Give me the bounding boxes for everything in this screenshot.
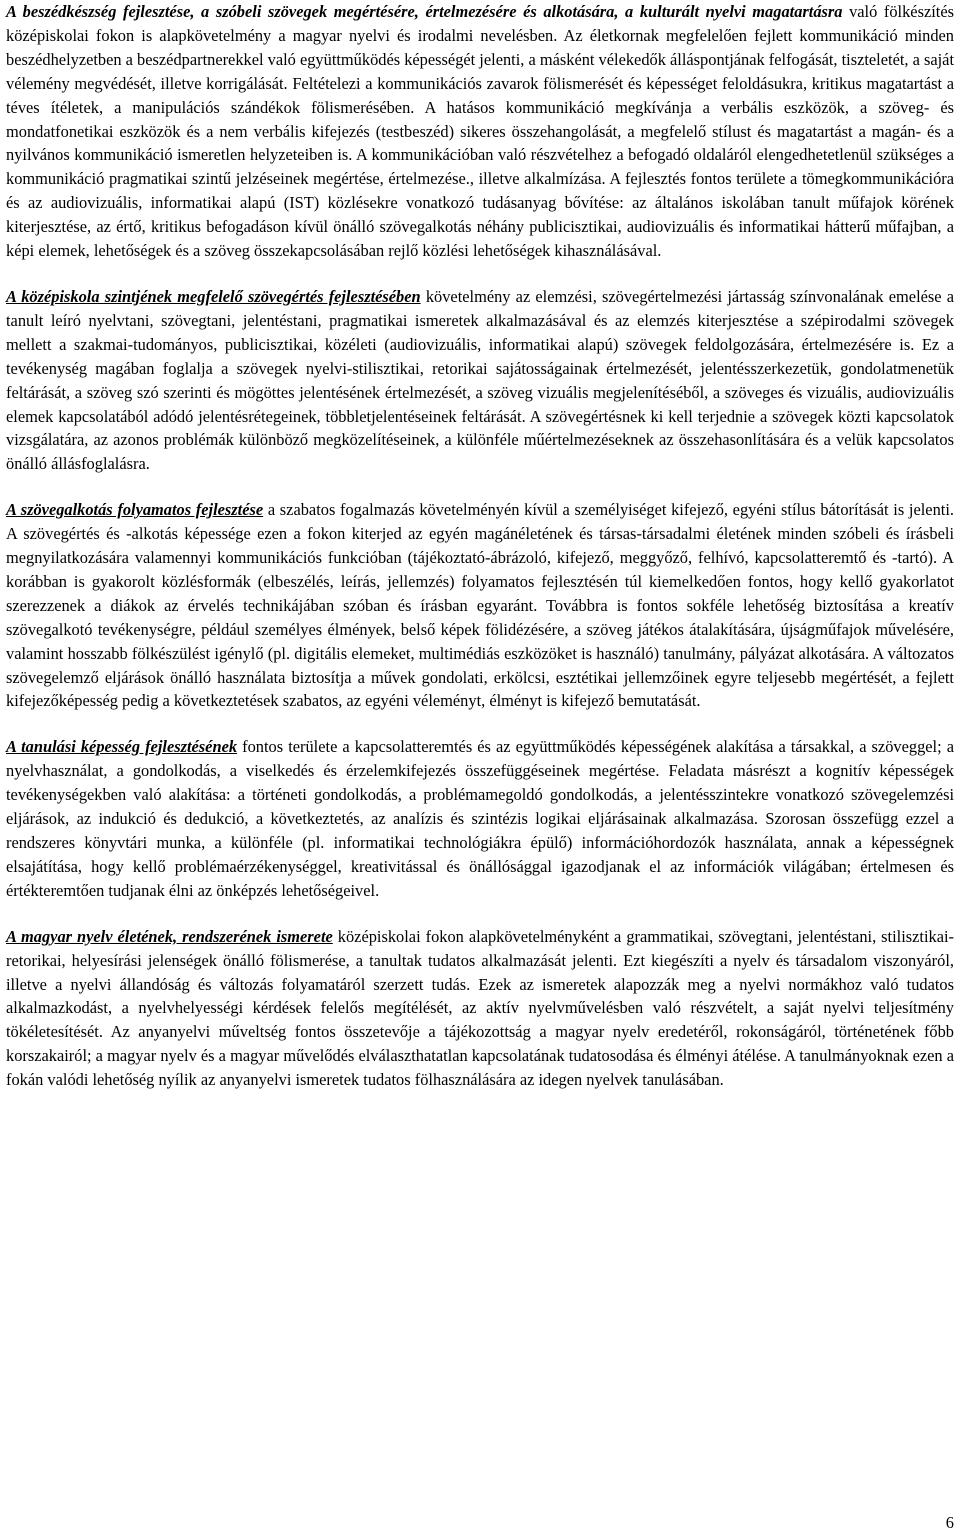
paragraph-body: a szabatos fogalmazás követelményén kívül a személyiséget kifejező, egyéni stílus bátorítását is jelenti. A szövegértés és -alkotás képessége ezen a fokon kiterjed az egyén magánéletének és társas-társadalmi életének minden szóbeli és írásbeli megnyilatkozására valamennyi kommunikációs funkcióban (tájékoztató-ábrázoló, kifejező, meggyőző, felhívó, kapcsolatteremtő és -tartó). A korábban is gyakorolt közlésformák (elbeszélés, leírás, jellemzés) folyamatos fejlesztésén túl kiemelkedően fontos, hogy kellő gyakorlatot szerezzenek a diákok az érvelés technikájában szóban és írásban egyaránt. Továbbra is fontos sokféle lehetőség biztosítása a kreatív szövegalkotó tevékenységre, például személyes élmények, belső képek fölidézésére, a szöveg játékos átalakítására, újságműfajok művelésére, valamint hosszabb fölkészülést igénylő (pl. digitális elemeket, multimédiás eszközöket is használó) tanulmány, pályázat alkotására. A változatos szövegelemző eljárások önálló használata biztosítja a művek gondolati, erkölcsi, esztétikai jellemzőinek egyre teljesebb megértését, a fejlett kifejezőképesség pedig a következtetések szabatos, az egyéni véleményt, élményt is kifejező bemutatását.	[6, 500, 954, 711]
paragraph-body: fontos területe a kapcsolatteremtés és az együttműködés képességének alakítása a társakkal, a szöveggel; a nyelvhasználat, a gondolkodás, a viselkedés és érzelemkifejezés összefüggéseinek megértése. Feladata másrészt a kognitív képességek tevékenységekben való alakítása: a történeti gondolkodás, a problémamegoldó gondolkodás, a jelentésszintekre vonatkozó szövegelemzési eljárások, az indukció és dedukció, a következtetés, az analízis és szintézis logikai eljárásainak alkalmazása. Szorosan összefügg ezzel a rendszeres könyvtári munka, a különféle (pl. informatikai technológiákra épülő) információhordozók használata, annak a képességnek elsajátítása, hogy kellő problémaérzékenységgel, kreativitással és önállósággal igazodjanak el az információk világában; értelmesen és értékteremtően tudjanak élni az önképzés lehetőségeivel.	[6, 737, 955, 900]
paragraph-lead: A középiskola szintjének megfelelő szövegértés fejlesztésében	[6, 286, 421, 306]
paragraph-body: követelmény az elemzési, szövegértelmezési jártasság színvonalának emelése a tanult leíró nyelvtani, szövegtani, jelentéstani, pragmatikai ismeretek alkalmazásával és az elemzés kiterjesztése a szépirodalmi szövegek mellett a szakmai-tudományos, publicisztikai, közéleti (audiovizuális, informatikai alapú) szövegek feldolgozására, értelmezésére is. Ez a tevékenység magában foglalja a szövegek nyelvi-stilisztikai, retorikai sajátosságainak értelmezését, jelentésszerkezetük, gondolatmenetük feltárását, a szöveg szó szerinti és mögöttes jelentésének értelmezését, a szöveg vizuális megjelenítéséből, a szöveges és vizuális, audiovizuális elemek kapcsolatából adódó jelentésrétegeinek, többletjelentéseinek feltárását. A szövegértésnek ki kell terjednie a szövegek közti kapcsolatok vizsgálatára, az azonos problémák különböző megközelítéseinek, a különféle műértelmezéseknek az összehasonlítására és a velük kapcsolatos önálló állásfoglalásra.	[6, 286, 954, 474]
paragraph-szovegalkotas	[6, 498, 954, 713]
paragraph-body: való fölkészítés középiskolai fokon is alapkövetelmény a magyar nyelvi és irodalmi nevelésben. Az életkornak megfelelően fejlett kommunikáció minden beszédhelyzetben a beszédpartnerekkel való együttműködés képességét jelenti, a másként vélekedők álláspontjának felfogását, tiszteletét, a saját vélemény megvédését, illetve korrigálását. Feltételezi a kommunikációs zavarok fölismerését és képességet feloldásukra, kritikus magatartást a téves ítéletek, a manipulációs szándékok fölismerésében. A hatásos kommunikáció megkívánja a verbális eszközök, a szöveg- és mondatfonetikai eszközök és a nem verbális kifejezés (testbeszéd) sikeres összehangolását, a megfelelő stílust és magatartást a magán- és a nyilvános kommunikáció ismeretlen helyzeteiben is. A kommunikációban való részvételhez a befogadó oldaláról elengedhetetlenül szükséges a kommunikáció pragmatikai szintű jelzéseinek megértése, értelmezése., illetve alkalmízása. A fejlesztés fontos területe a tömegkommunikációra és az audiovizuális, informatikai alapú (IST) közlésekre vonatkozó tudásanyag bővítése: az általános iskolában tanult műfajok körének kiterjesztése, az értő, kritikus befogadáson kívül önálló szövegalkotás néhány publicisztikai, audiovizuális és informatikai hátterű műfajban, a képi elemek, lehetőségek és a szöveg összekapcsolásában rejlő közlési lehetőségek kihasználásával.	[6, 2, 954, 261]
paragraph-body: középiskolai fokon alapkövetelményként a grammatikai, szövegtani, jelentéstani, stilisztikai-retorikai, helyesírási jelenségek önálló fölismerése, a tanultak tudatos alkalmazását jelenti. Ezt kiegészíti a nyelv és társadalom viszonyáról, illetve a nyelvi állandóság és változás folyamatáról szerzett tudás. Ezek az ismeretek alapozzák meg a nyelvi normákhoz való tudatos alkalmazkodást, a nyelvhelyességi kérdések felelős megítélését, az aktív nyelvművelésben való részvételt, a saját nyelvi teljesítmény tökéletesítését. Az anyanyelvi műveltség fontos összetevője a tájékozottság a magyar nyelv eredetéről, rokonságáról, történetének főbb korszakairól; a magyar nyelv és a magyar művelődés elválaszthatatlan kapcsolatának tudatosodása és élményi átélése. A tanulmányoknak ezen a fokán valódi lehetőség nyílik az anyanyelvi ismeretek tudatos fölhasználására az idegen nyelvek tanulásában.	[6, 926, 954, 1090]
page-number: 6	[945, 1513, 954, 1532]
paragraph-szovegertes	[6, 285, 954, 476]
paragraph-beszedkeszseg	[6, 0, 954, 263]
paragraph-lead: A magyar nyelv életének, rendszerének ismerete	[6, 926, 333, 946]
document-page	[6, 0, 954, 1092]
paragraph-magyar-nyelv	[6, 925, 954, 1092]
paragraph-lead: A beszédkészség fejlesztése, a szóbeli szövegek megértésére, értelmezésére és alkotására, a kulturált nyelvi magatartásra	[6, 2, 843, 21]
paragraph-lead: A szövegalkotás folyamatos fejlesztése	[6, 500, 264, 520]
paragraph-tanulasi-kepesseg	[6, 735, 954, 902]
paragraph-lead: A tanulási képesség fejlesztésének	[6, 737, 238, 757]
